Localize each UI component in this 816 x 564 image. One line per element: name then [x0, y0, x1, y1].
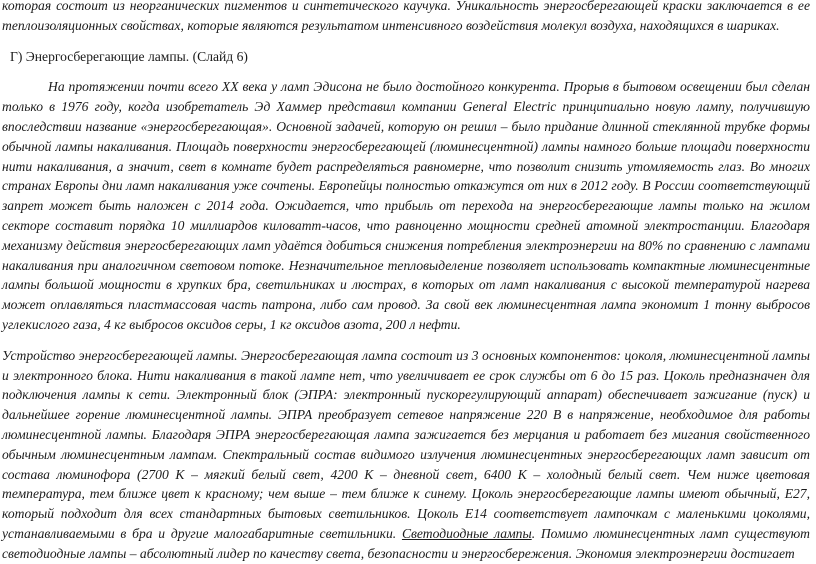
section-heading: Г) Энергосберегающие лампы. (Слайд 6) — [10, 48, 248, 64]
history-paragraph: На протяжении почти всего XX века у ламп Эдисона не было достойного конкурента. Прорыв в бытовом освещении был сделан только в 1976 году, когда изобретатель Эд Хаммер представил компании General Electric принципиально новую лампу, получившую впоследствии название «энергосберегающая». Основной задачей, которую он решил – было придание длинной стеклянной трубке формы обычной лампы накаливания. Площадь поверхности энергосберегающей (люминесцентной) лампы намного больше площади поверхности нити накаливания, а значит, свет в комнате будет распределяться равномерне, что позволит снизить утомляемость глаз. Во многих странах Европы дни ламп накаливания уже сочтены. Европейцы полностью откажутся от них в 2012 году. В России соответствующий запрет может быть наложен с 2014 года. Ожидается, что прибыль от перехода на энергосберегающие лампы только на жилом секторе составит порядка 10 миллиардов киловатт-часов, что равноценно мощности средней атомной электростанции. Благодаря механизму действия энергосберегающих ламп удаётся добиться снижения потребления электроэнергии на 80% по сравнению с лампами накаливания при аналогичном световом потоке. Незначительное тепловыделение позволяет использовать компактные люминесцентные лампы большой мощности в хрупких бра, светильниках и люстрах, в которых от ламп накаливания с высокой температурой нагрева может оплавляться пластмассовая часть патрона, либо сам провод. За свой век люминесцентная лампа экономит 1 тонну выбросов углекислого газа, 4 кг выбросов оксидов серы, 1 кг оксидов азота, 200 л нефти. — [2, 79, 810, 332]
device-text-part2: . Помимо люминесцентных ламп существуют светодиодные лампы – абсолютный лидер по качеству света, безопасности и энергосбережения. Экономия электроэнергии достигает — [2, 525, 810, 561]
device-paragraph — [2, 346, 810, 564]
led-lamps-link[interactable]: Светодиодные лампы — [401, 525, 532, 541]
intro-paragraph: которая состоит из неорганических пигментов и синтетического каучука. Уникальность энергосберегающей краски заключается в ее теплоизоляционных свойствах, которые являются результатом интенсивного воздействия молекул воздуха, находящихся в шариках. — [2, 0, 810, 33]
device-text-part1: Устройство энергосберегающей лампы. Энергосберегающая лампа состоит из 3 основных компонентов: цоколя, люминесцентной лампы и электронного блока. Нити накаливания в такой лампе нет, что увеличивает ее срок службы от 6 до 15 раз. Цоколь предназначен для подключения лампы к сети. Электронный блок (ЭПРА: электронный пускорегулирующий аппарат) обеспечивает зажигание (пуск) и дальнейшее горение люминесцентной лампы. ЭПРА преобразует сетевое напряжение 220 В в напряжение, необходимое для работы люминесцентной лампы. Благодаря ЭПРА энергосберегающая лампа зажигается без мерцания и работает без мигания свойственного обычным люминесцентным лампам. Спектральный состав видимого излучения люминесцентных энергосберегающих ламп зависит от состава люминофора (2700 К – мягкий белый свет, 4200 К – дневной свет, 6400 К – холодный белый свет. Чем ниже цветовая температура, тем ближе цвет к красному; чем выше – тем ближе к синему. Цоколь энергосберегающие лампы имеют обычный, Е27, который подходит для всех стандартных бытовых светильников. Цоколь Е14 соответствует лампочкам с маленькими цоколями, устанавливаемыми в бра и другие малогабаритные светильники. — [2, 347, 810, 541]
